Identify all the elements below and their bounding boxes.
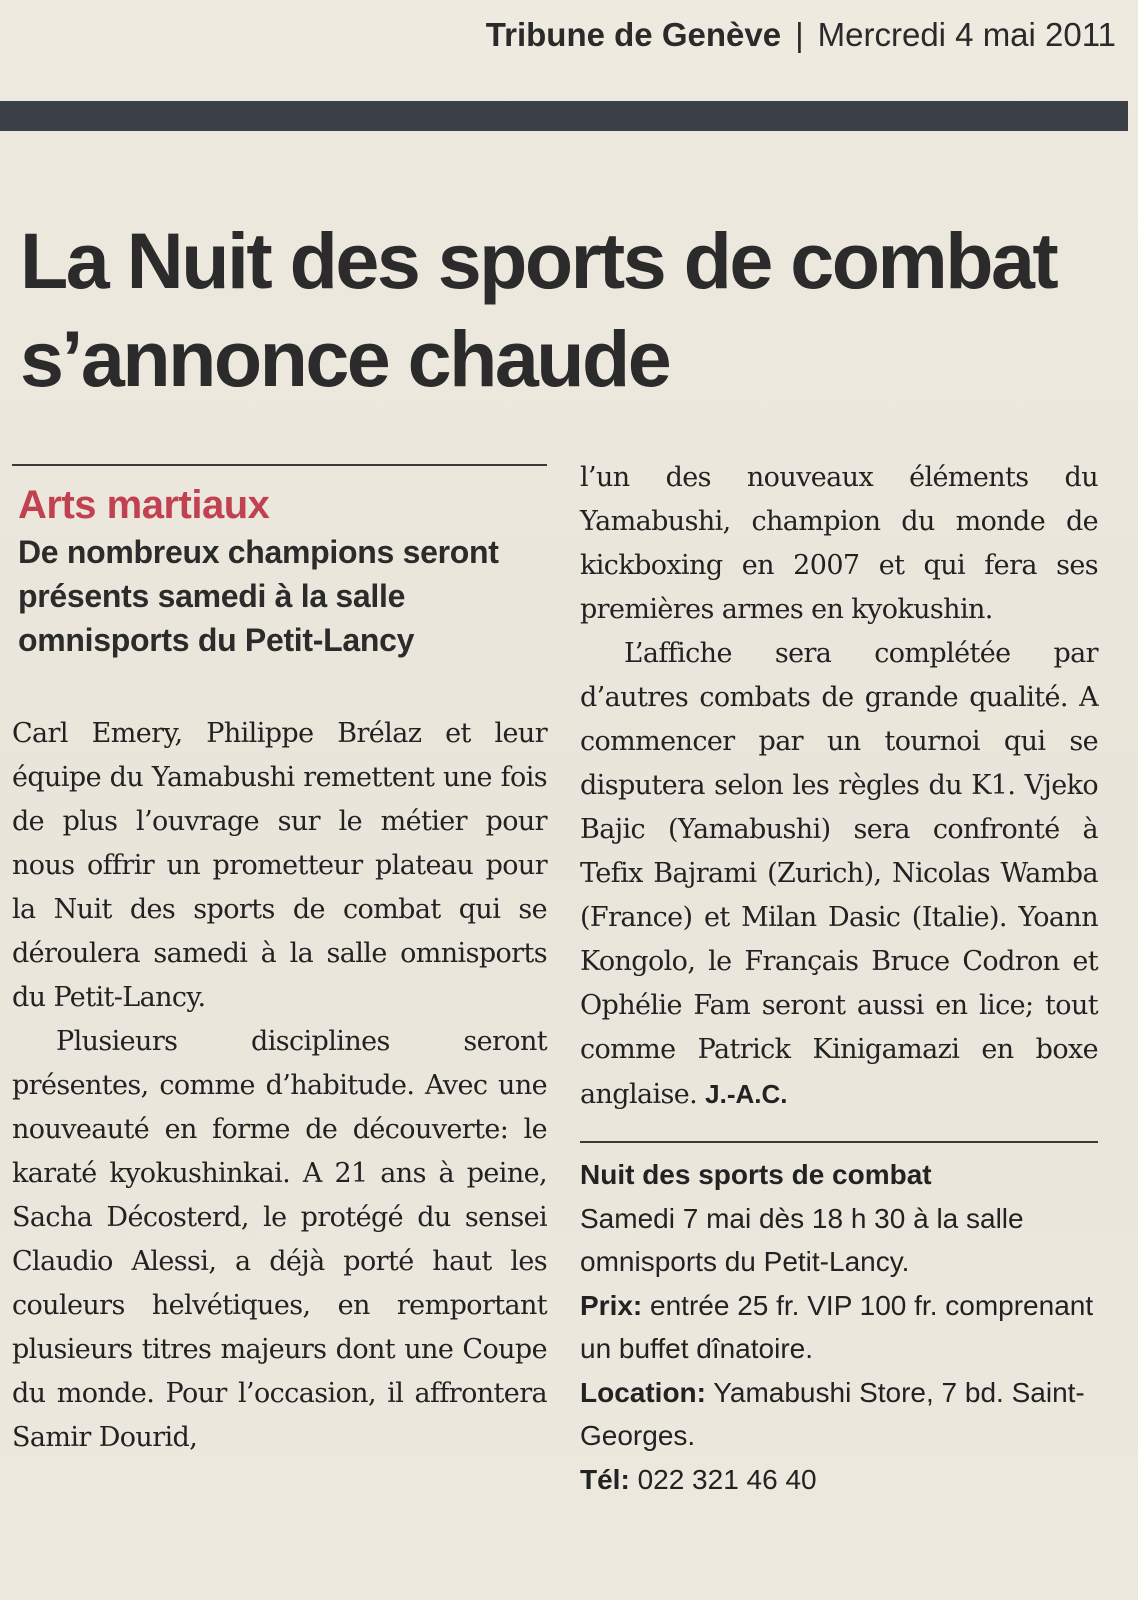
- paragraph-text: L’affiche sera complétée par d’autres combats de grande qualité. A commencer par un tournoi qui se disputera selon les règles du K1. Vjeko Bajic (Yamabushi) sera confronté à Tefix Bajrami (Zurich), Nicolas Wamba (France) et Milan Dasic (Italie). Yoann Kongolo, le Français Bruce Codron et Ophélie Fam seront aussi en lice; tout comme Patrick Kinigamazi en boxe anglaise.: [580, 638, 1098, 1110]
- infobox-when: Samedi 7 mai dès 18 h 30 à la salle omnisports du Petit-Lancy.: [580, 1202, 1024, 1277]
- author-signature: J.-A.C.: [705, 1079, 788, 1109]
- kicker: Arts martiaux: [18, 483, 270, 527]
- infobox-location: [580, 1371, 1098, 1458]
- price-text: entrée 25 fr. VIP 100 fr. comprenant un buffet dînatoire.: [580, 1289, 1094, 1364]
- paragraph: l’un des nouveaux éléments du Yamabushi, champion du monde de kickboxing en 2007 et qui fera ses premières armes en kyokushin.: [580, 462, 1098, 625]
- column-rule: [12, 464, 547, 466]
- page-header: [486, 16, 1116, 54]
- infobox-phone: [580, 1458, 1098, 1502]
- infobox-rule: [580, 1141, 1098, 1143]
- infobox-title: Nuit des sports de combat: [580, 1159, 932, 1190]
- article-column-right: [580, 456, 1098, 1501]
- paragraph: Plusieurs disciplines seront présentes, comme d’habitude. Avec une nouveauté en forme de découverte: le karaté kyokushinkai. A 21 ans à peine, Sacha Décosterd, le protégé du sensei Claudio Alessi, a déjà porté haut les couleurs helvétiques, en remportant plusieurs titres majeurs dont une Coupe du monde. Pour l’occasion, il affrontera Samir Dourid,: [12, 1026, 547, 1453]
- subheadline: De nombreux champions seront présents samedi à la salle omnisports du Petit-Lancy: [18, 534, 499, 658]
- header-bar: [0, 101, 1128, 131]
- publication-name: Tribune de Genève: [485, 16, 782, 53]
- infobox-price: [580, 1284, 1098, 1371]
- price-label: Prix:: [580, 1289, 643, 1321]
- header-separator: |: [795, 16, 804, 53]
- location-text: Yamabushi Store, 7 bd. Saint-Georges.: [580, 1376, 1085, 1451]
- headline: La Nuit des sports de combat s’annonce chaude: [20, 216, 1057, 403]
- article-column-left: [12, 464, 547, 1460]
- phone-label: Tél:: [580, 1463, 630, 1495]
- paragraph-with-signature: [580, 632, 1098, 1117]
- infobox: [580, 1153, 1098, 1501]
- publication-date: Mercredi 4 mai 2011: [817, 16, 1116, 53]
- location-label: Location:: [580, 1376, 706, 1408]
- phone-text: 022 321 46 40: [637, 1463, 817, 1495]
- paragraph: Carl Emery, Philippe Brélaz et leur équipe du Yamabushi remettent une fois de plus l’ouvrage sur le métier pour nous offrir un prometteur plateau pour la Nuit des sports de combat qui se déroulera samedi à la salle omnisports du Petit-Lancy.: [12, 718, 547, 1013]
